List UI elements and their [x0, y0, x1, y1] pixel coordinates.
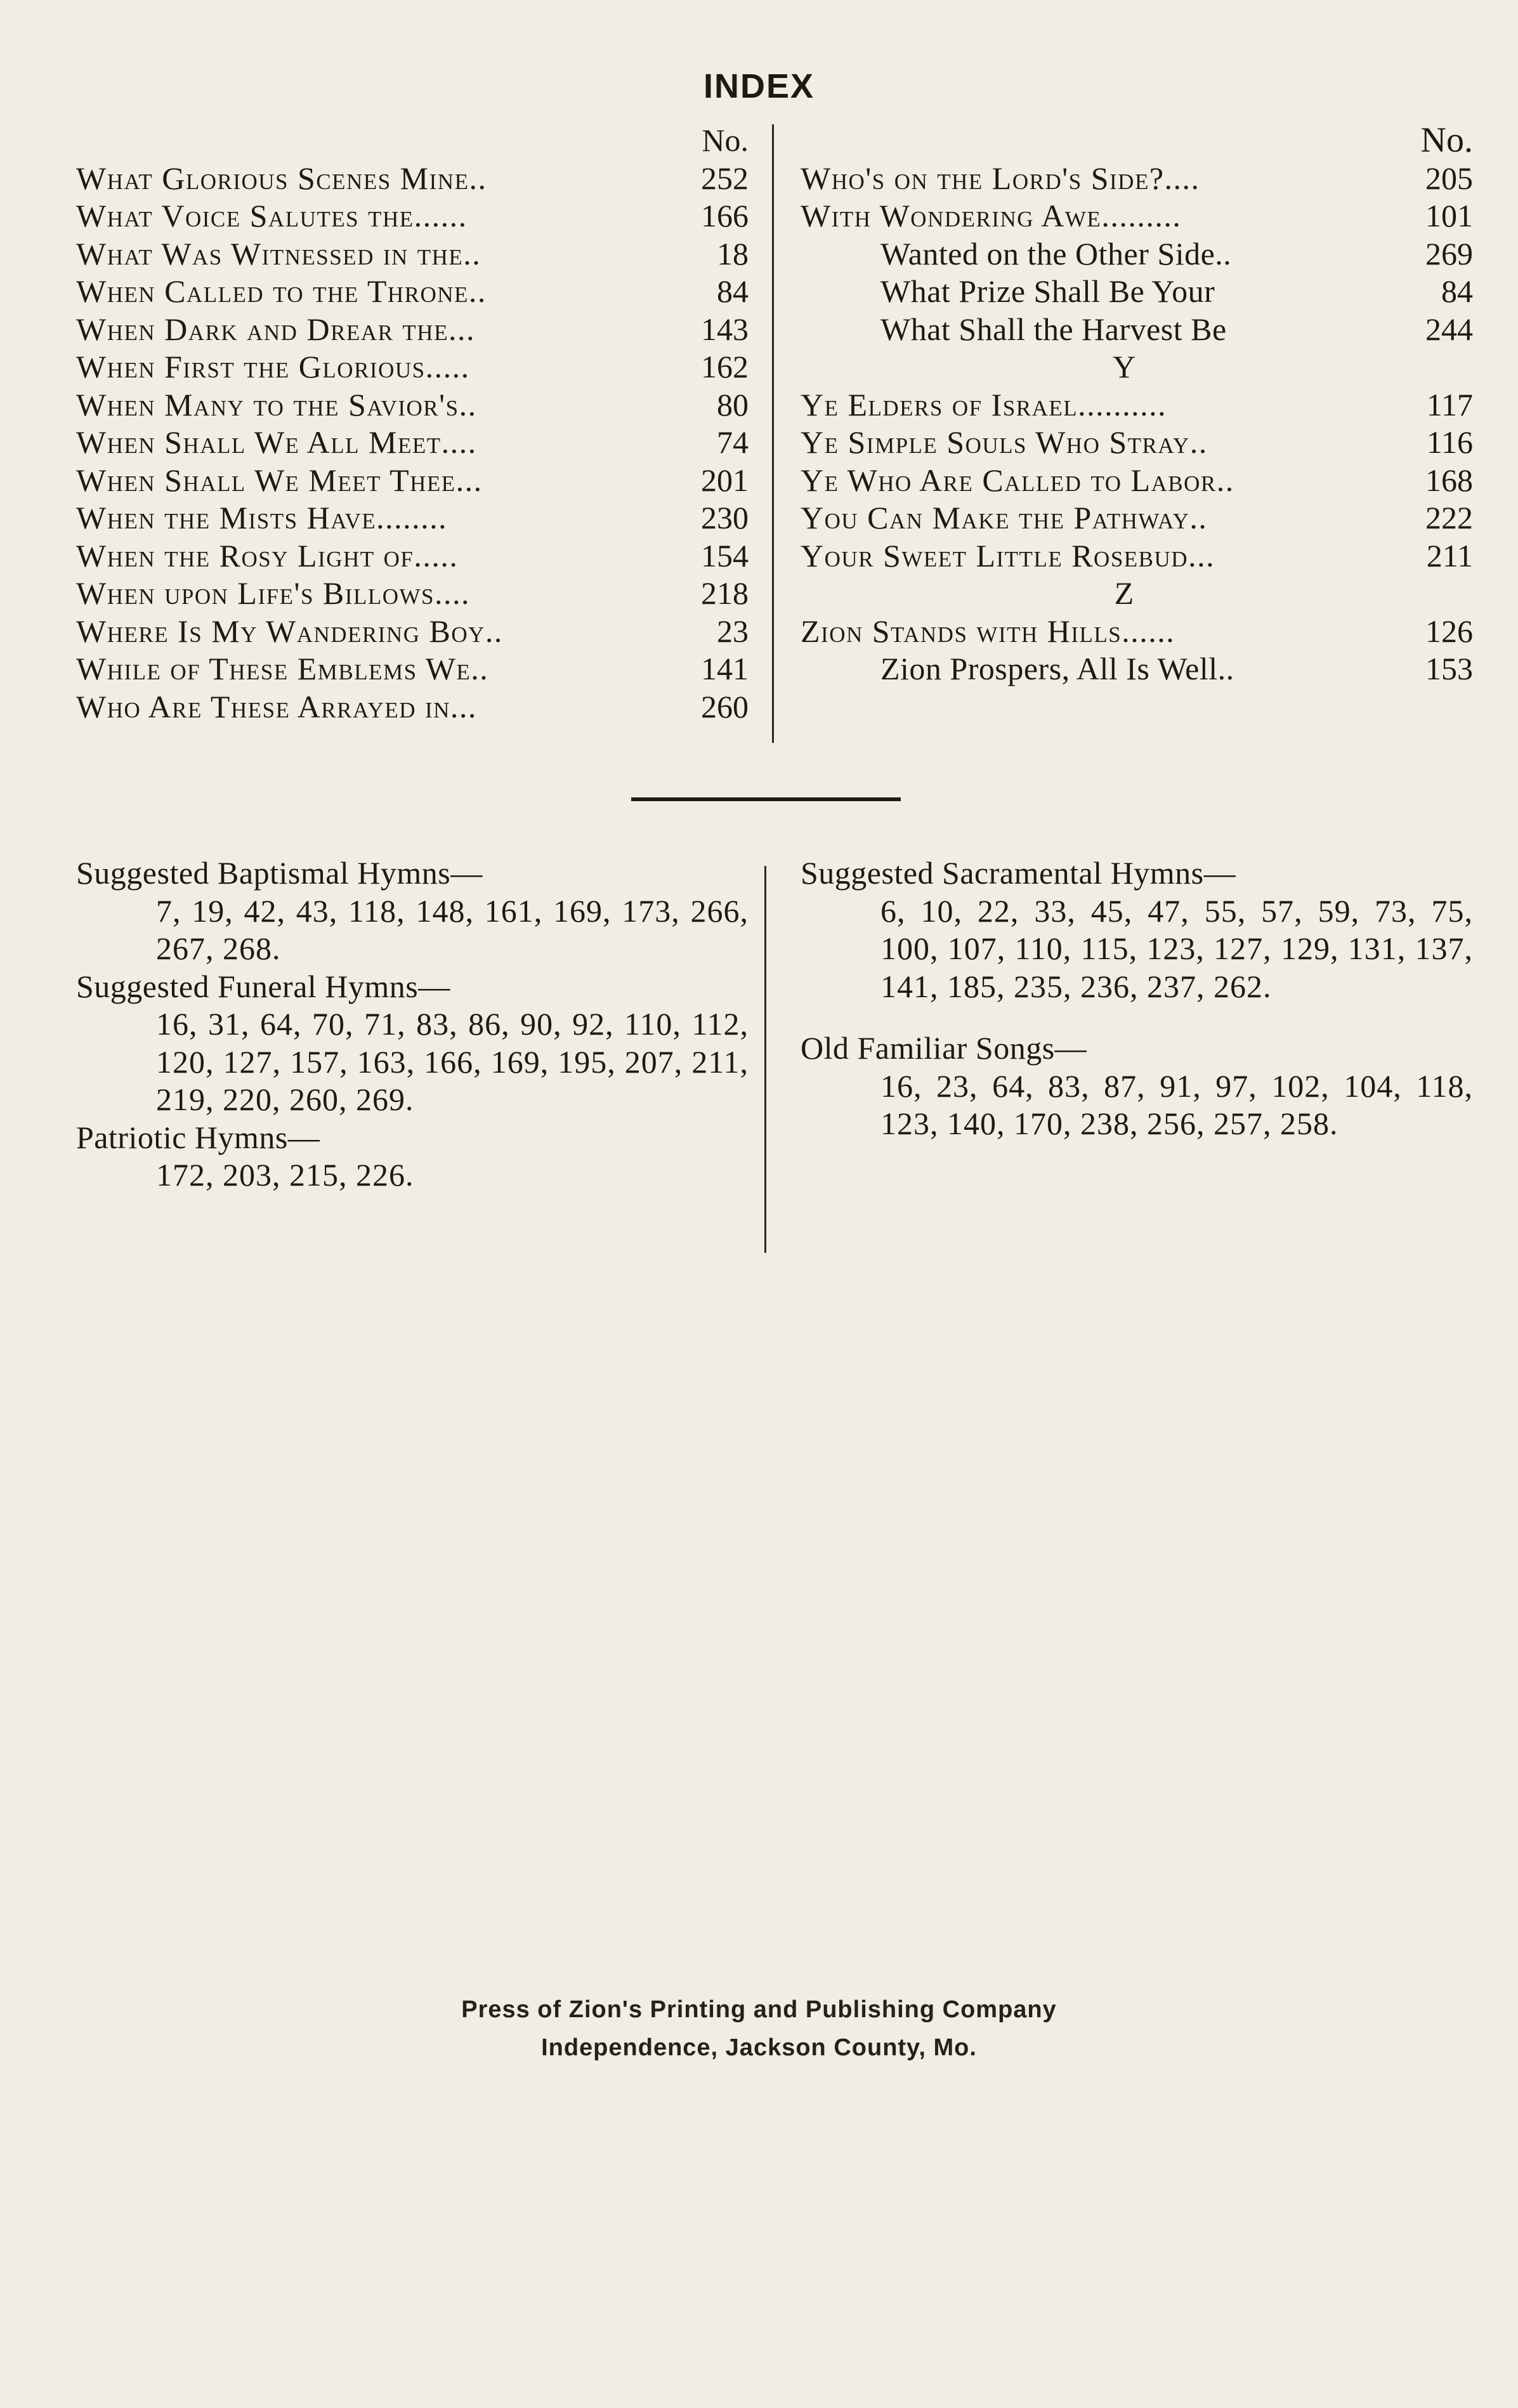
section-divider [631, 797, 901, 801]
entry-title: You Can Make the Pathway.. [801, 500, 1208, 535]
section-letter-y: Y [1112, 349, 1136, 384]
entry-number: 211 [1426, 537, 1473, 573]
entry-number: 74 [717, 424, 749, 460]
index-entry [801, 462, 1473, 500]
entry-title: When Called to the Throne.. [76, 273, 487, 309]
index-entry [76, 160, 749, 198]
suggested-column-divider [764, 866, 766, 1253]
entry-number: 222 [1425, 500, 1473, 535]
index-entry [801, 424, 1473, 462]
entry-title: When the Rosy Light of..... [76, 537, 459, 573]
index-entry-plain [801, 311, 1473, 349]
index-entry [76, 462, 749, 500]
entry-title: Wanted on the Other Side.. [880, 235, 1232, 272]
entry-title: What Shall the Harvest Be [880, 311, 1227, 347]
entry-number: 117 [1426, 386, 1473, 422]
index-entry [76, 537, 749, 575]
funeral-numbers: 16, 31, 64, 70, 71, 83, 86, 90, 92, 110, 112, 120, 127, 157, 163, 166, 169, 195, 207, 211, 219, 220, 260, 269. [156, 1006, 749, 1117]
index-entry [801, 160, 1473, 198]
entry-title: When the Mists Have........ [76, 500, 448, 535]
left-entries [76, 160, 749, 726]
entry-number: 205 [1425, 160, 1473, 196]
index-entry [801, 499, 1473, 537]
index-entry [76, 688, 749, 726]
entry-title: While of These Emblems We.. [76, 651, 489, 686]
entry-number: 230 [701, 500, 749, 535]
index-entry [76, 197, 749, 235]
entry-title: With Wondering Awe......... [801, 198, 1182, 233]
baptismal-numbers: 7, 19, 42, 43, 118, 148, 161, 169, 173, 266, 267, 268. [156, 893, 749, 966]
entry-title: When Many to the Savior's.. [76, 386, 477, 422]
entry-title: What Was Witnessed in the.. [76, 235, 481, 272]
entry-number: 18 [717, 235, 749, 272]
entry-number: 244 [1425, 311, 1473, 347]
section-letter-z: Z [1114, 575, 1134, 611]
entry-title: Ye Who Are Called to Labor.. [801, 462, 1234, 498]
patriotic-heading: Patriotic Hymns— [76, 1119, 320, 1155]
entry-number: 201 [701, 462, 749, 498]
entry-title: What Voice Salutes the...... [76, 198, 468, 233]
entry-title: What Glorious Scenes Mine.. [76, 160, 487, 196]
column-divider [772, 124, 774, 743]
number-column-header: No. [702, 122, 749, 158]
entry-title: Ye Elders of Israel.......... [801, 386, 1167, 422]
entry-number: 101 [1425, 198, 1473, 233]
index-entry [76, 575, 749, 613]
number-column-header: No. [1420, 121, 1473, 160]
entry-number: 84 [1441, 273, 1473, 309]
entry-number: 260 [701, 688, 749, 724]
entry-title: Ye Simple Souls Who Stray.. [801, 424, 1208, 460]
funeral-heading: Suggested Funeral Hymns— [76, 968, 450, 1004]
entry-number: 116 [1426, 424, 1473, 460]
entry-number: 153 [1425, 651, 1473, 686]
suggested-hymns-right [801, 854, 1473, 1143]
index-entry [801, 386, 1473, 424]
entry-title: Your Sweet Little Rosebud... [801, 537, 1215, 573]
suggested-hymns-left [76, 854, 749, 1194]
entry-title: Who Are These Arrayed in... [76, 688, 477, 724]
entry-title: Zion Stands with Hills...... [801, 613, 1175, 649]
entry-title: What Prize Shall Be Your [880, 273, 1215, 309]
entry-title: When Shall We All Meet.... [76, 424, 477, 460]
index-entry [76, 348, 749, 386]
patriotic-numbers: 172, 203, 215, 226. [156, 1157, 414, 1193]
index-entry [76, 311, 749, 349]
baptismal-heading: Suggested Baptismal Hymns— [76, 855, 483, 891]
index-entry-plain [801, 273, 1473, 311]
index-entry [76, 424, 749, 462]
index-entry-plain [801, 235, 1473, 273]
entry-title: When upon Life's Billows.... [76, 575, 470, 611]
imprint-line-2: Independence, Jackson County, Mo. [541, 2034, 977, 2061]
index-title: INDEX [703, 67, 815, 105]
entry-number: 143 [701, 311, 749, 347]
index-entry [76, 613, 749, 651]
entry-number: 126 [1425, 613, 1473, 649]
entry-number: 269 [1425, 235, 1473, 272]
entry-number: 162 [701, 349, 749, 384]
entry-number: 218 [701, 575, 749, 611]
entry-title: Where Is My Wandering Boy.. [76, 613, 503, 649]
familiar-songs-numbers: 16, 23, 64, 83, 87, 91, 97, 102, 104, 118, 123, 140, 170, 238, 256, 257, 258. [880, 1068, 1473, 1141]
entry-number: 141 [701, 651, 749, 686]
entry-title: When Shall We Meet Thee... [76, 462, 483, 498]
entry-number: 168 [1425, 462, 1473, 498]
index-entry [76, 499, 749, 537]
entry-number: 80 [717, 386, 749, 422]
index-entry [76, 386, 749, 424]
sacramental-numbers: 6, 10, 22, 33, 45, 47, 55, 57, 59, 73, 75, 100, 107, 110, 115, 123, 127, 129, 131, 137, 141, 185, 235, 236, 237, 262. [880, 893, 1473, 1004]
familiar-songs-heading: Old Familiar Songs— [801, 1030, 1087, 1066]
sacramental-heading: Suggested Sacramental Hymns— [801, 855, 1236, 891]
spacer [801, 1005, 1473, 1030]
entry-number: 154 [701, 537, 749, 573]
imprint-line-1: Press of Zion's Printing and Publishing Company [461, 1996, 1057, 2023]
entry-number: 166 [701, 198, 749, 233]
entry-number: 252 [701, 160, 749, 196]
entry-title: Who's on the Lord's Side?.... [801, 160, 1200, 196]
printer-imprint [0, 1991, 1518, 2067]
entry-number: 84 [717, 273, 749, 309]
index-entry [801, 613, 1473, 651]
index-entry [76, 273, 749, 311]
index-left-column [76, 122, 749, 726]
index-entry [76, 650, 749, 688]
index-entry [801, 197, 1473, 235]
index-entry-plain [801, 650, 1473, 688]
index-entry [76, 235, 749, 273]
entry-title: When First the Glorious..... [76, 349, 470, 384]
entry-title: When Dark and Drear the... [76, 311, 475, 347]
entry-number: 23 [717, 613, 749, 649]
entry-title: Zion Prospers, All Is Well.. [880, 651, 1234, 686]
index-entry [801, 537, 1473, 575]
index-right-column [801, 122, 1473, 688]
